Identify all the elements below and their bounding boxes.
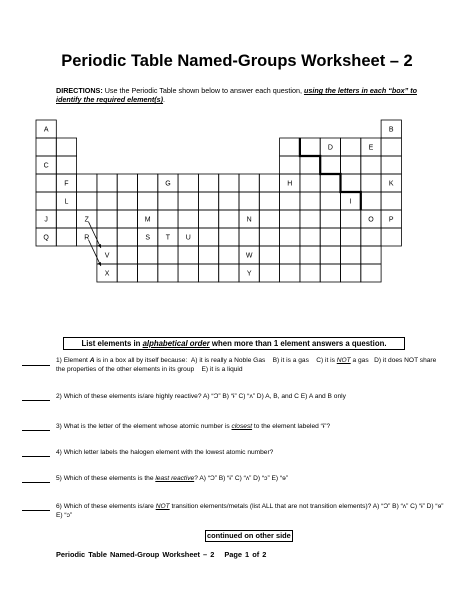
table-cell: [158, 210, 178, 228]
q4-text: 4) Which letter labels the halogen element with the lowest atomic number?: [56, 449, 274, 456]
table-cell: [198, 210, 218, 228]
table-cell: [158, 246, 178, 264]
footer: [56, 550, 266, 559]
table-cell: [280, 246, 300, 264]
cell-label: Z: [84, 216, 89, 224]
table-cell: [300, 192, 320, 210]
table-cell: [361, 174, 381, 192]
list-instruction-box: [63, 337, 405, 350]
table-cell: [239, 192, 259, 210]
table-cell: [361, 246, 381, 264]
table-cell: [239, 174, 259, 192]
directions-emphasis: using the letters in each “box” to identify the required element(s): [56, 86, 417, 104]
table-cell: [56, 138, 76, 156]
question-1: [56, 356, 446, 375]
list-post: when more than 1 element answers a question.: [209, 339, 387, 348]
continued-note: continued on other side: [207, 531, 291, 540]
answer-blank-4[interactable]: [22, 456, 50, 457]
table-cell: [341, 156, 361, 174]
cell-label: V: [104, 252, 110, 260]
table-cell: [280, 264, 300, 282]
cell-label: F: [64, 180, 69, 188]
cell-label: P: [388, 216, 394, 224]
table-cell: [320, 192, 340, 210]
q1-element: A: [89, 357, 95, 364]
table-cell: [138, 246, 158, 264]
q6-options: transition elements/metals (list ALL that are not transition elements)? A) “Ɔ” B) “ʌ” C) “ɨ” D) “ɘ” E) “ɔ”: [56, 503, 444, 520]
cell-label: K: [388, 180, 394, 188]
q6-text: 6) Which of these elements is/are: [56, 503, 156, 510]
table-cell: [320, 210, 340, 228]
table-cell: [300, 264, 320, 282]
table-cell: [198, 264, 218, 282]
table-cell: [77, 192, 97, 210]
q5-options: ? A) “Ɔ” B) “ɨ” C) “ʌ” D) “ɔ” E) “ɘ”: [194, 475, 288, 482]
table-cell: [239, 228, 259, 246]
table-cell: [178, 246, 198, 264]
q5-emphasis: least reactive: [155, 475, 195, 482]
table-cell: [300, 228, 320, 246]
table-cell: [36, 192, 56, 210]
table-cell: [198, 246, 218, 264]
table-cell: [361, 228, 381, 246]
table-cell: [97, 228, 117, 246]
table-cell: [320, 156, 340, 174]
directions-label: DIRECTIONS:: [56, 86, 103, 95]
table-cell: [158, 192, 178, 210]
q6-emphasis: NOT: [155, 503, 170, 510]
table-cell: [259, 264, 279, 282]
table-cell: [138, 264, 158, 282]
table-cell: [259, 210, 279, 228]
table-cell: [300, 246, 320, 264]
cell-label: D: [327, 144, 333, 152]
q1-option-c-em: NOT: [336, 357, 351, 364]
cell-label: I: [349, 198, 352, 206]
table-cell: [341, 210, 361, 228]
question-2: [56, 392, 446, 401]
q2-options: A) “Ɔ” B) “ɨ” C) “ʌ” D) A, B, and C E) A and B only: [202, 393, 346, 400]
table-cell: [300, 156, 320, 174]
cell-label: O: [368, 216, 374, 224]
cell-label: J: [44, 216, 48, 224]
table-cell: [117, 228, 137, 246]
question-5: [56, 474, 446, 483]
answer-blank-1[interactable]: [22, 365, 50, 366]
q3-text-end: to the element labeled “ɨ”?: [252, 423, 331, 430]
cell-label: N: [246, 216, 252, 224]
table-cell: [381, 192, 401, 210]
cell-label: Y: [246, 270, 252, 278]
q1-text: is in a box all by itself because:: [94, 357, 190, 364]
table-cell: [300, 210, 320, 228]
table-cell: [219, 246, 239, 264]
cell-label: E: [368, 144, 374, 152]
table-cell: [320, 264, 340, 282]
table-cell: [219, 210, 239, 228]
table-cell: [77, 174, 97, 192]
table-cell: [259, 174, 279, 192]
cell-label: U: [185, 234, 191, 242]
directions-end: .: [163, 95, 166, 104]
directions-text: Use the Periodic Table shown below to answer each question,: [102, 86, 304, 95]
table-cell: [320, 246, 340, 264]
table-cell: [178, 174, 198, 192]
q1-option-a: A) it is really a Noble Gas: [190, 357, 266, 364]
table-cell: [198, 228, 218, 246]
answer-blank-3[interactable]: [22, 430, 50, 431]
answer-blank-2[interactable]: [22, 400, 50, 401]
table-cell: [219, 192, 239, 210]
table-cell: [97, 174, 117, 192]
table-cell: [381, 138, 401, 156]
cell-label: R: [84, 234, 90, 242]
table-cell: [259, 246, 279, 264]
table-cell: [219, 264, 239, 282]
page-title: Periodic Table Named-Groups Worksheet – 2: [61, 52, 413, 70]
table-cell: [300, 138, 320, 156]
table-cell: [117, 264, 137, 282]
table-cell: [259, 192, 279, 210]
table-cell: [117, 192, 137, 210]
cell-label: T: [165, 234, 171, 242]
cell-label: L: [64, 198, 69, 206]
table-cell: [259, 228, 279, 246]
table-cell: [97, 192, 117, 210]
table-cell: [280, 156, 300, 174]
table-cell: [198, 192, 218, 210]
q2-text: 2) Which of these elements is/are highly reactive?: [56, 393, 203, 400]
q1-option-e: E) it is a liquid: [201, 366, 243, 374]
cell-label: M: [144, 216, 151, 224]
question-3: [56, 422, 446, 431]
cell-label: Q: [43, 234, 49, 242]
cell-label: S: [145, 234, 150, 242]
table-cell: [341, 246, 361, 264]
table-cell: [117, 174, 137, 192]
table-cell: [158, 264, 178, 282]
table-cell: [320, 174, 340, 192]
table-cell: [36, 138, 56, 156]
table-cell: [341, 264, 361, 282]
table-cell: [56, 210, 76, 228]
q3-text: 3) What is the letter of the element whose atomic number is: [56, 423, 232, 430]
q1-pre: 1) Element: [56, 357, 90, 364]
table-cell: [361, 264, 381, 282]
table-cell: [341, 228, 361, 246]
table-cell: [280, 210, 300, 228]
table-cell: [56, 228, 76, 246]
table-cell: [280, 138, 300, 156]
q1-option-d: D) it does NOT share the properties of the other elements in its group: [56, 357, 437, 374]
table-cell: [361, 192, 381, 210]
footer-title: Periodic Table Named-Group Worksheet – 2: [56, 550, 215, 559]
question-6: [56, 502, 446, 521]
table-cell: [341, 174, 361, 192]
table-cell: [320, 228, 340, 246]
table-cell: [300, 174, 320, 192]
cell-label: W: [245, 252, 253, 260]
table-cell: [198, 174, 218, 192]
list-pre: List elements in: [81, 339, 143, 348]
cell-label: A: [43, 126, 49, 134]
cell-label: H: [287, 180, 293, 188]
table-cell: [117, 246, 137, 264]
table-cell: [381, 228, 401, 246]
q1-option-c-end: a gas: [350, 357, 369, 364]
table-cell: [36, 174, 56, 192]
table-cell: [178, 210, 198, 228]
footer-page: Page 1 of 2: [224, 550, 267, 559]
question-4: [56, 448, 446, 457]
table-cell: [117, 210, 137, 228]
cell-label: G: [165, 180, 171, 188]
cell-label: X: [104, 270, 110, 278]
q1-option-c: C) it is: [316, 357, 337, 364]
table-cell: [381, 156, 401, 174]
table-cell: [341, 138, 361, 156]
table-cell: [178, 192, 198, 210]
table-cell: [280, 192, 300, 210]
cell-label: B: [388, 126, 394, 134]
table-cell: [56, 156, 76, 174]
q5-text: 5) Which of these elements is the: [56, 475, 156, 482]
q1-option-b: B) it is a gas: [272, 357, 309, 364]
answer-blank-5[interactable]: [22, 482, 50, 483]
q3-emphasis: closest: [231, 423, 253, 430]
cell-label: C: [43, 162, 49, 170]
answer-blank-6[interactable]: [22, 510, 50, 511]
table-cell: [219, 174, 239, 192]
table-cell: [178, 264, 198, 282]
table-cell: [138, 174, 158, 192]
table-cell: [361, 156, 381, 174]
table-cell: [97, 210, 117, 228]
list-emphasis: alphabetical order: [142, 339, 210, 348]
table-cell: [138, 192, 158, 210]
table-cell: [219, 228, 239, 246]
table-cell: [280, 228, 300, 246]
